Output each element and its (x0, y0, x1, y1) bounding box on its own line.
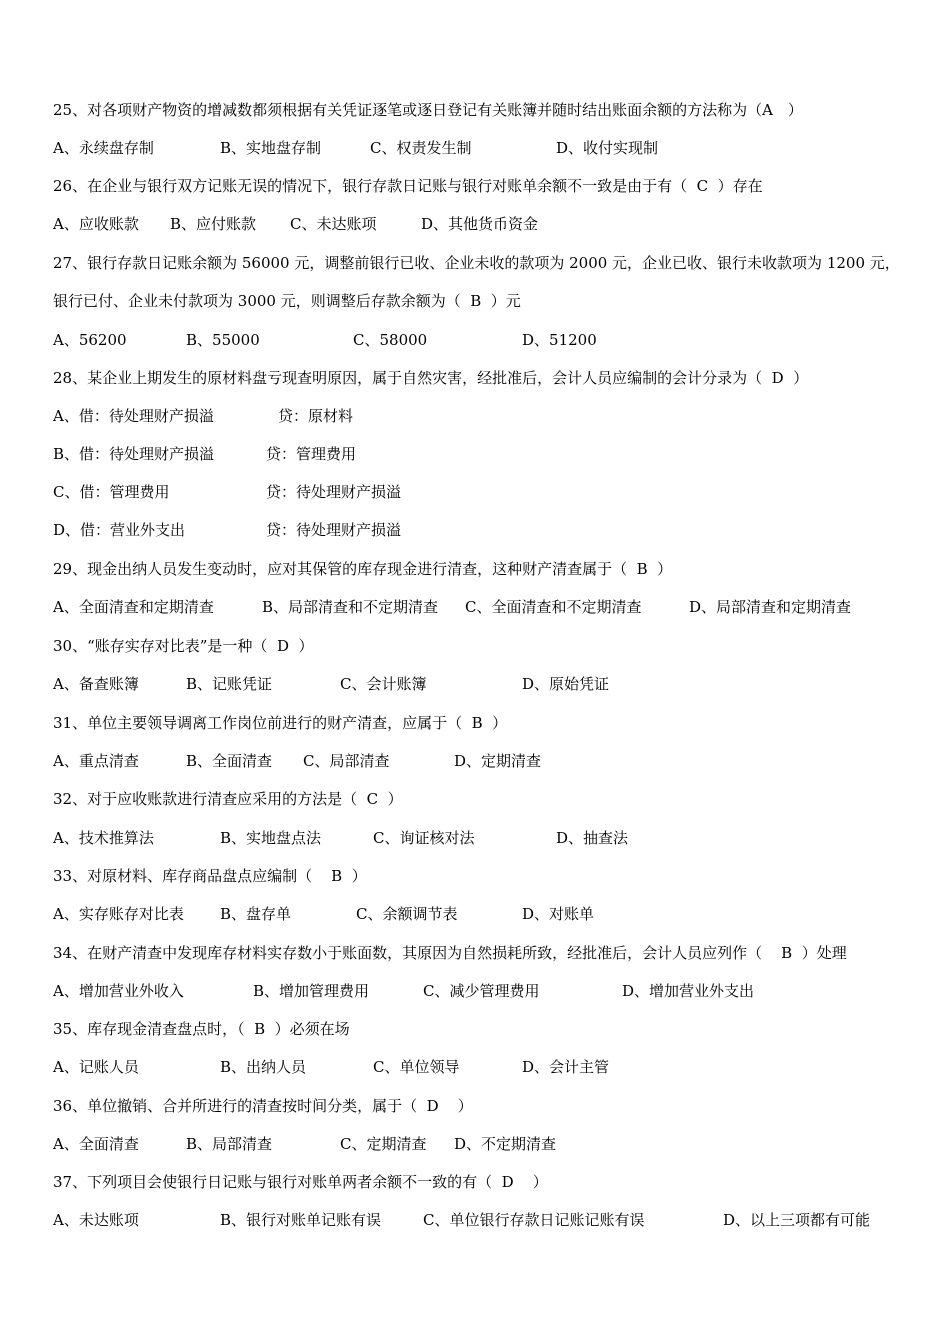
option-text: C、全面清查和不定期清查 (465, 598, 642, 616)
entry-debit: B、借：待处理财产损溢 (53, 445, 215, 463)
option-text: B、出纳人员 (220, 1058, 307, 1076)
question-text: 36、单位撤销、合并所进行的清查按时间分类，属于（ D ） (53, 1097, 473, 1115)
option-text: B、局部清查 (186, 1135, 273, 1153)
option-text: B、银行对账单记账有误 (220, 1211, 382, 1229)
option-text: C、会计账簿 (340, 675, 427, 693)
option-text: D、抽查法 (556, 829, 629, 847)
option-text: A、应收账款 (53, 215, 139, 233)
option-text: B、全面清查 (186, 752, 273, 770)
option-text: A、未达账项 (53, 1211, 139, 1229)
entry-debit: D、借：营业外支出 (53, 521, 186, 539)
entry-credit: 贷：待处理财产损溢 (266, 483, 402, 501)
option-text: B、盘存单 (220, 905, 292, 923)
question-text: 29、现金出纳人员发生变动时，应对其保管的库存现金进行清查，这种财产清查属于（ B ） (53, 560, 673, 578)
option-text: A、技术推算法 (53, 829, 154, 847)
option-text: C、局部清查 (303, 752, 390, 770)
option-text: C、定期清查 (340, 1135, 427, 1153)
option-text: A、56200 (53, 331, 127, 349)
option-text: C、58000 (353, 331, 428, 349)
option-text: D、以上三项都有可能 (723, 1211, 871, 1229)
option-text: D、对账单 (522, 905, 595, 923)
entry-credit: 贷：原材料 (278, 407, 354, 425)
option-text: D、其他货币资金 (421, 215, 539, 233)
option-text: C、权责发生制 (370, 139, 472, 157)
option-text: D、51200 (522, 331, 597, 349)
option-text: B、应付账款 (170, 215, 257, 233)
option-text: A、全面清查 (53, 1135, 139, 1153)
option-text: A、备查账簿 (53, 675, 139, 693)
option-text: B、增加管理费用 (253, 982, 370, 1000)
entry-credit: 贷：管理费用 (266, 445, 357, 463)
question-text: 35、库存现金清查盘点时，（ B ）必须在场 (53, 1020, 350, 1038)
question-text: 25、对各项财产物资的增减数都须根据有关凭证逐笔或逐日登记有关账簿并随时结出账面余额的方法称为（A ） (53, 101, 803, 119)
option-text: A、增加营业外收入 (53, 982, 184, 1000)
option-text: B、记账凭证 (186, 675, 273, 693)
option-text: D、增加营业外支出 (622, 982, 755, 1000)
option-text: C、余额调节表 (356, 905, 458, 923)
question-text: 30、“账存实存对比表”是一种（ D ） (53, 637, 314, 655)
option-text: D、收付实现制 (556, 139, 659, 157)
option-text: A、实存账存对比表 (53, 905, 184, 923)
option-text: B、实地盘存制 (220, 139, 322, 157)
question-text: 27、银行存款日记账余额为 56000 元，调整前银行已收、企业未收的款项为 2000 元，企业已收、银行未收款项为 1200 元， (53, 254, 900, 272)
question-text: 银行已付、企业未付款项为 3000 元，则调整后存款余额为（ B ）元 (53, 292, 521, 310)
entry-debit: C、借：管理费用 (53, 483, 170, 501)
entry-credit: 贷：待处理财产损溢 (266, 521, 402, 539)
option-text: D、原始凭证 (522, 675, 610, 693)
option-text: C、单位银行存款日记账记账有误 (423, 1211, 645, 1229)
option-text: D、定期清查 (454, 752, 542, 770)
question-text: 32、对于应收账款进行清查应采用的方法是（ C ） (53, 790, 403, 808)
option-text: B、实地盘点法 (220, 829, 322, 847)
question-text: 31、单位主要领导调离工作岗位前进行的财产清查，应属于（ B ） (53, 714, 508, 732)
option-text: B、55000 (186, 331, 260, 349)
option-text: D、不定期清查 (454, 1135, 557, 1153)
question-text: 37、下列项目会使银行日记账与银行对账单两者余额不一致的有（ D ） (53, 1173, 548, 1191)
option-text: C、询证核对法 (373, 829, 475, 847)
option-text: A、记账人员 (53, 1058, 139, 1076)
question-text: 34、在财产清查中发现库存材料实存数小于账面数，其原因为自然损耗所致，经批准后，会计人员应列作（ B ）处理 (53, 944, 847, 962)
option-text: D、会计主管 (522, 1058, 610, 1076)
option-text: B、局部清查和不定期清查 (262, 598, 439, 616)
option-text: D、局部清查和定期清查 (689, 598, 852, 616)
option-text: A、重点清查 (53, 752, 139, 770)
question-text: 28、某企业上期发生的原材料盘亏现查明原因，属于自然灾害，经批准后，会计人员应编制的会计分录为（ D ） (53, 369, 809, 387)
option-text: C、未达账项 (290, 215, 377, 233)
option-text: A、全面清查和定期清查 (53, 598, 214, 616)
question-text: 26、在企业与银行双方记账无误的情况下，银行存款日记账与银行对账单余额不一致是由于有（ C ）存在 (53, 177, 763, 195)
question-text: 33、对原材料、库存商品盘点应编制（ B ） (53, 867, 367, 885)
entry-debit: A、借：待处理财产损溢 (53, 407, 214, 425)
option-text: A、永续盘存制 (53, 139, 154, 157)
option-text: C、单位领导 (373, 1058, 460, 1076)
option-text: C、减少管理费用 (423, 982, 540, 1000)
